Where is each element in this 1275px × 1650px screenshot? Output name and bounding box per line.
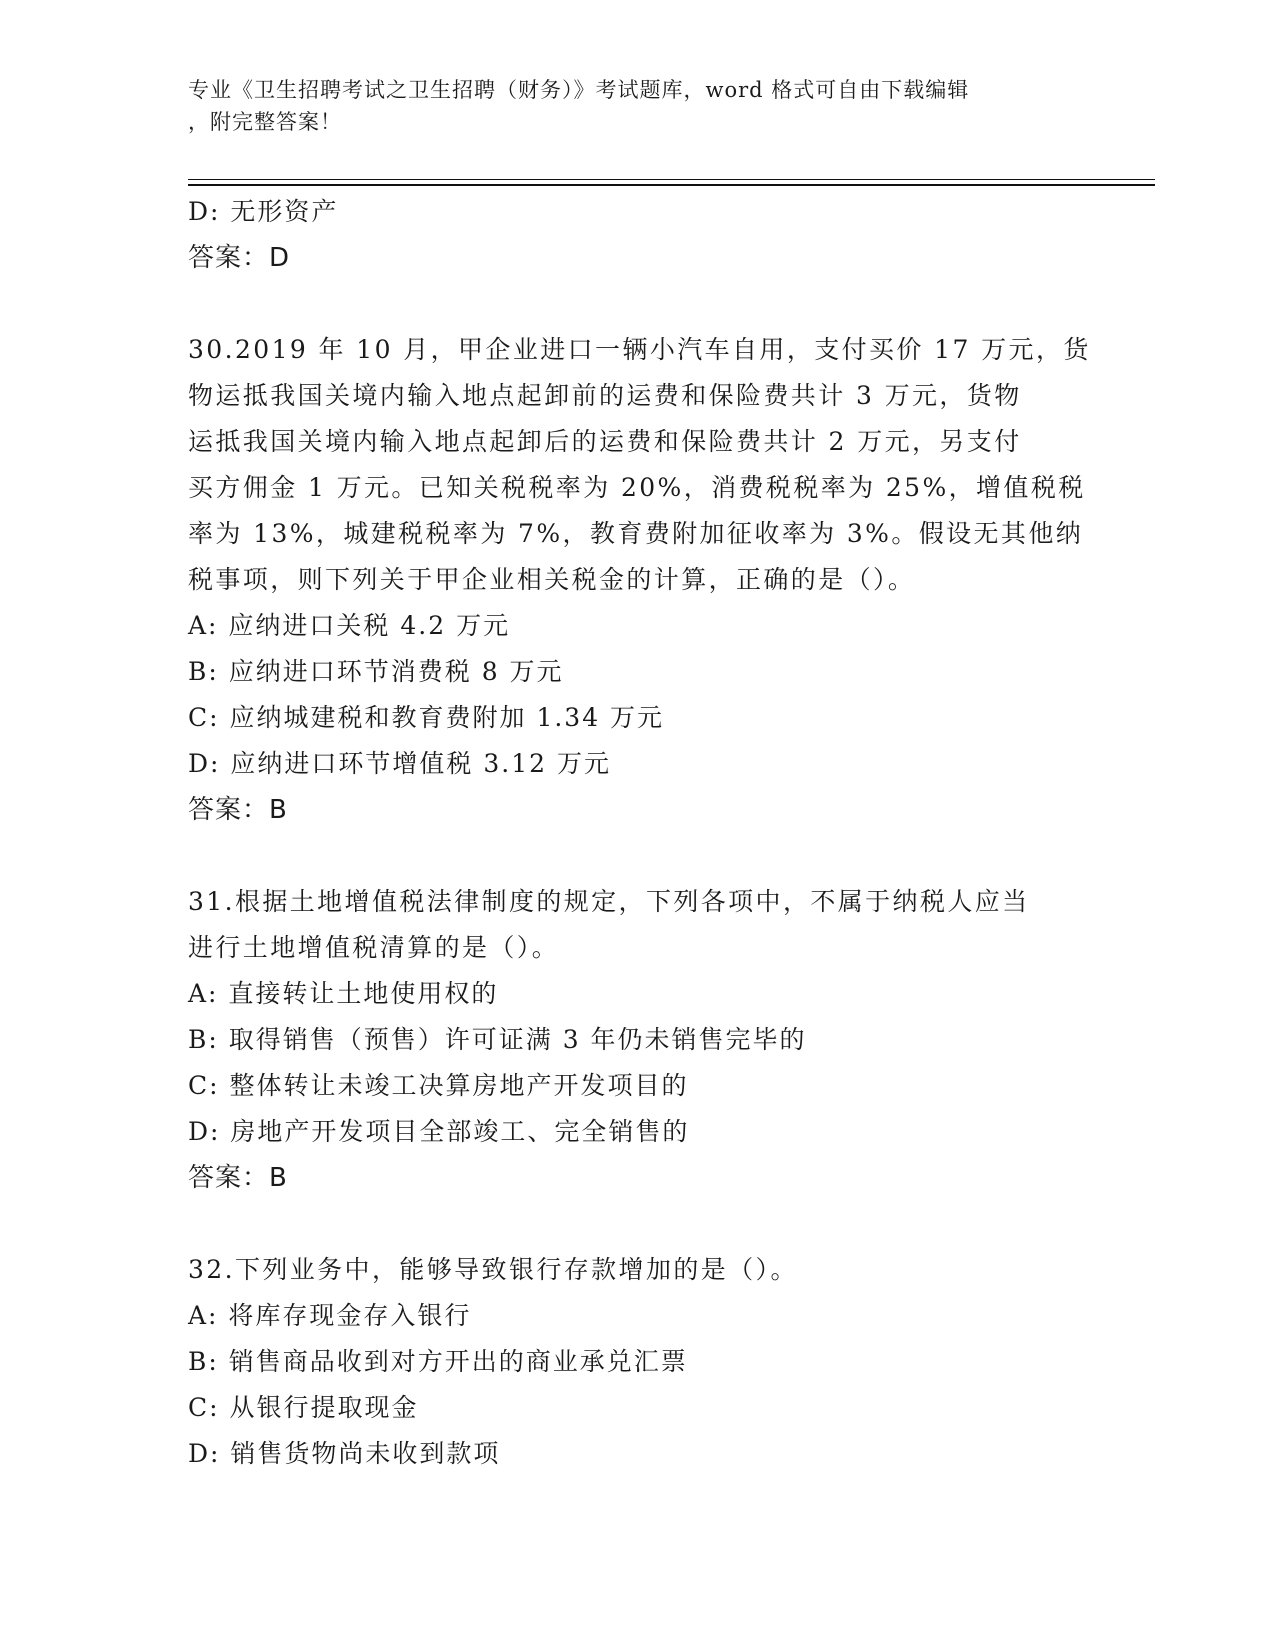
header-line-2: ，附完整答案！ (188, 110, 342, 134)
stem-line: 31.根据土地增值税法律制度的规定，下列各项中，不属于纳税人应当 (188, 887, 1030, 916)
question-31-option-b: B: 取得销售（预售）许可证满 3 年仍未销售完毕的 (188, 1025, 807, 1054)
question-31-option-d: D: 房地产开发项目全部竣工、完全销售的 (188, 1117, 690, 1146)
spacer (188, 833, 1068, 879)
spacer (188, 281, 1068, 327)
question-30-stem (188, 327, 1091, 603)
stem-line: 税事项，则下列关于甲企业相关税金的计算，正确的是（）。 (188, 565, 916, 594)
question-30-option-a: A: 应纳进口关税 4.2 万元 (188, 611, 511, 640)
question-31-option-c: C: 整体转让未竣工决算房地产开发项目的 (188, 1071, 689, 1100)
question-32-option-c: C: 从银行提取现金 (188, 1393, 419, 1422)
spacer (188, 1201, 1068, 1247)
question-30-answer: 答案：B (188, 795, 288, 825)
question-30-option-c: C: 应纳城建税和教育费附加 1.34 万元 (188, 703, 665, 732)
question-31-option-a: A: 直接转让土地使用权的 (188, 979, 499, 1008)
question-30-option-d: D: 应纳进口环节增值税 3.12 万元 (188, 749, 611, 778)
prev-answer: 答案：D (188, 243, 291, 273)
question-30-option-b: B: 应纳进口环节消费税 8 万元 (188, 657, 564, 686)
question-content (188, 189, 1091, 1477)
stem-line: 30.2019 年 10 月，甲企业进口一辆小汽车自用，支付买价 17 万元，货 (188, 335, 1091, 364)
stem-line: 物运抵我国关境内输入地点起卸前的运费和保险费共计 3 万元，货物 (188, 381, 1022, 410)
stem-line: 买方佣金 1 万元。已知关税税率为 20%，消费税税率为 25%，增值税税 (188, 473, 1086, 502)
question-31-answer: 答案：B (188, 1163, 288, 1193)
header-line-1: 专业《卫生招聘考试之卫生招聘（财务）》考试题库，word 格式可自由下载编辑 (188, 78, 970, 102)
stem-line: 率为 13%，城建税税率为 7%，教育费附加征收率为 3%。假设无其他纳 (188, 519, 1084, 548)
document-header (188, 74, 1068, 138)
stem-line: 进行土地增值税清算的是（）。 (188, 933, 560, 962)
question-32-stem (188, 1247, 1068, 1293)
stem-line: 运抵我国关境内输入地点起卸后的运费和保险费共计 2 万元，另支付 (188, 427, 1022, 456)
question-31-stem (188, 879, 1068, 971)
question-32-option-a: A: 将库存现金存入银行 (188, 1301, 472, 1330)
stem-line: 32.下列业务中，能够导致银行存款增加的是（）。 (188, 1255, 798, 1284)
question-32-option-d: D: 销售货物尚未收到款项 (188, 1439, 501, 1468)
question-32-option-b: B: 销售商品收到对方开出的商业承兑汇票 (188, 1347, 688, 1376)
header-rule-thick (188, 184, 1155, 186)
prev-option-d: D: 无形资产 (188, 197, 339, 226)
header-rule-thin (188, 179, 1155, 180)
